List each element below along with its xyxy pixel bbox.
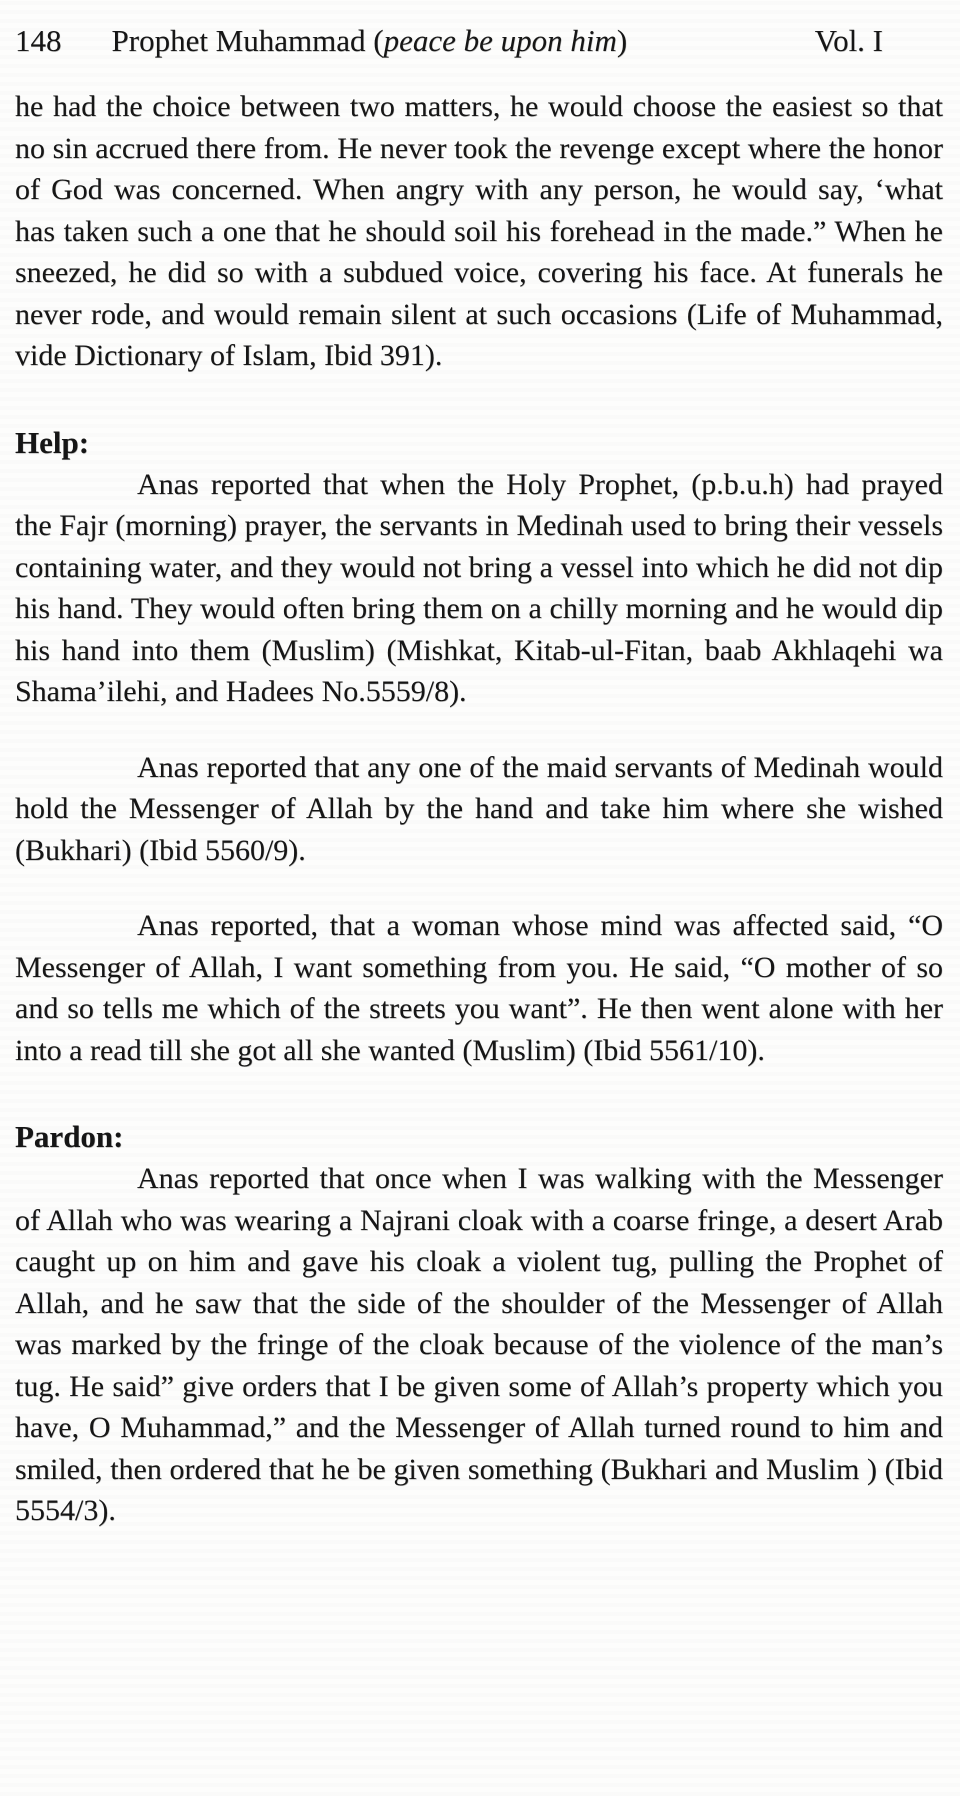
- page-header: [15, 20, 943, 62]
- paragraph-pardon-1: Anas reported that once when I was walking with the Messenger of Allah who was wearing a Najrani cloak with a coarse fringe, a desert Arab caught up on him and gave his cloak a violent tug, pulling the Prophet of Allah, and he saw that the side of the shoulder of the Messenger of Allah was marked by the fringe of the cloak because of the violence of the man’s tug. He said” give orders that I be given some of Allah’s property which you have, O Muhammad,” and the Messenger of Allah turned round to him and smiled, then ordered that he be given something (Bukhari and Muslim ) (Ibid 5554/3).: [15, 1162, 943, 1527]
- section-heading-help: Help:: [15, 424, 90, 460]
- running-title-prefix: Prophet Muhammad (: [111, 23, 384, 58]
- running-title-suffix: ): [616, 23, 628, 58]
- paragraph-help-2: Anas reported that any one of the maid servants of Medinah would hold the Messenger of Allah by the hand and take him where she wished (Bukhari) (Ibid 5560/9).: [15, 750, 943, 867]
- running-title-italic: peace be upon him: [383, 23, 617, 58]
- volume-label: Vol. I: [814, 23, 883, 58]
- section-heading-pardon: Pardon:: [15, 1119, 124, 1154]
- paragraph-help-3: Anas reported, that a woman whose mind was affected said, “O Messenger of Allah, I want something from you. He said, “O mother of so and so tells me which of the streets you want”. He then went alone with her into a read till she got all she wanted (Muslim) (Ibid 5561/10).: [15, 909, 943, 1067]
- page-body: [15, 86, 943, 1532]
- paragraph-continuation: he had the choice between two matters, he would choose the easiest so that no sin accrued there from. He never took the revenge except where the honor of God was concerned. When angry with any person, he would say, ‘what has taken such a one that he should soil his forehead in the made.” When he sneezed, he did so with a subdued voice, covering his face. At funerals he never rode, and would remain silent at such occasions (Life of Muhammad, vide Dictionary of Islam, Ibid 391).: [15, 90, 943, 372]
- page-number: 148: [15, 23, 62, 58]
- running-title: [112, 20, 628, 62]
- paragraph-help-1: Anas reported that when the Holy Prophet, (p.b.u.h) had prayed the Fajr (morning) prayer, the servants in Medinah used to bring their vessels containing water, and they would not bring a vessel into which he did not dip his hand. They would often bring them on a chilly morning and he would dip his hand into them (Muslim) (Mishkat, Kitab-ul-Fitan, baab Akhlaqehi wa Shama’ilehi, and Hadees No.5559/8).: [15, 467, 943, 708]
